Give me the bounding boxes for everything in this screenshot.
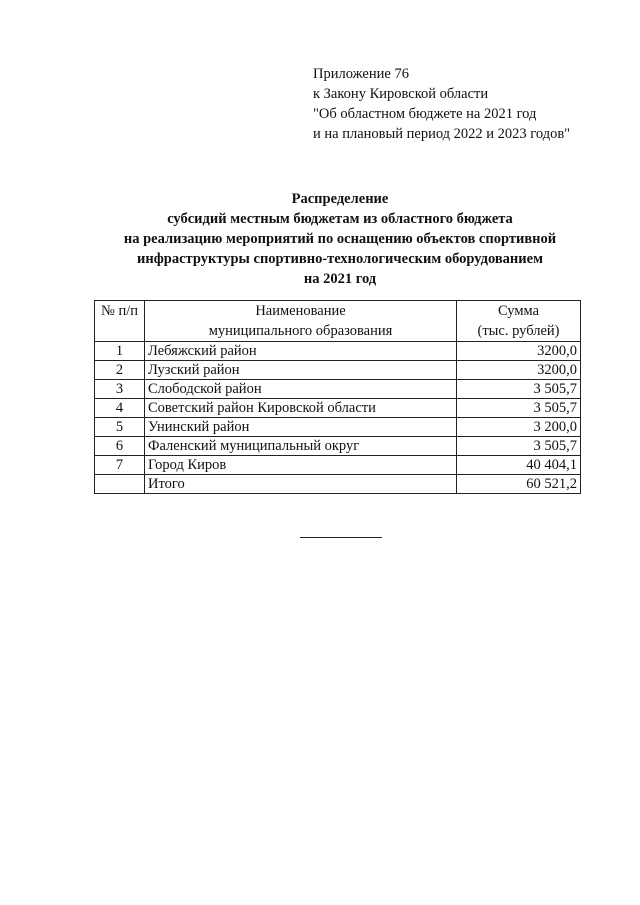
row-sum: 3200,0 [457, 342, 581, 361]
total-label: Итого [145, 475, 457, 494]
row-name: Город Киров [145, 456, 457, 475]
title-line-5: на 2021 год [303, 271, 377, 287]
table-row [95, 342, 581, 361]
row-sum: 3 200,0 [457, 418, 581, 437]
row-name: Унинский район [145, 418, 457, 437]
header-sum-line-1: Сумма [497, 303, 540, 319]
row-num: 5 [95, 418, 145, 437]
header-num [95, 301, 145, 342]
header-sum [457, 301, 581, 342]
header-sum-line-2: (тыс. рублей) [477, 323, 560, 339]
appendix-law-ref: к Закону Кировской области [313, 86, 489, 102]
appendix-law-title-1: "Об областном бюджете на 2021 год [313, 106, 537, 122]
appendix-law-title-2: и на плановый период 2022 и 2023 годов" [313, 126, 571, 142]
title-line-3: на реализацию мероприятий по оснащению объектов спортивной [123, 231, 557, 247]
total-sum: 60 521,2 [457, 475, 581, 494]
row-name: Слободской район [145, 380, 457, 399]
table-row [95, 456, 581, 475]
document-title [60, 189, 620, 289]
row-num: 2 [95, 361, 145, 380]
table-row [95, 361, 581, 380]
row-name: Советский район Кировской области [145, 399, 457, 418]
table-header-row [95, 301, 581, 342]
table-row [95, 418, 581, 437]
title-line-2: субсидий местным бюджетам из областного бюджета [167, 211, 513, 227]
header-name-line-1: Наименование [255, 303, 346, 319]
row-num: 7 [95, 456, 145, 475]
header-name [145, 301, 457, 342]
title-line-1: Распределение [291, 191, 389, 207]
table-total-row [95, 475, 581, 494]
appendix-reference [313, 64, 570, 144]
row-sum: 3 505,7 [457, 399, 581, 418]
appendix-number: Приложение 76 [313, 66, 409, 82]
header-num-label: № п/п [100, 303, 138, 319]
row-sum: 40 404,1 [457, 456, 581, 475]
row-sum: 3 505,7 [457, 380, 581, 399]
row-name: Фаленский муниципальный округ [145, 437, 457, 456]
row-sum: 3 505,7 [457, 437, 581, 456]
row-num: 1 [95, 342, 145, 361]
row-num: 3 [95, 380, 145, 399]
total-num [95, 475, 145, 494]
row-num: 4 [95, 399, 145, 418]
table-row [95, 380, 581, 399]
title-line-4: инфраструктуры спортивно-технологическим оборудованием [137, 251, 543, 267]
row-num: 6 [95, 437, 145, 456]
end-divider-line [300, 537, 382, 538]
table-row [95, 399, 581, 418]
table-row [95, 437, 581, 456]
row-sum: 3200,0 [457, 361, 581, 380]
row-name: Лузский район [145, 361, 457, 380]
row-name: Лебяжский район [145, 342, 457, 361]
distribution-table [94, 300, 581, 494]
header-name-line-2: муниципального образования [208, 323, 393, 339]
